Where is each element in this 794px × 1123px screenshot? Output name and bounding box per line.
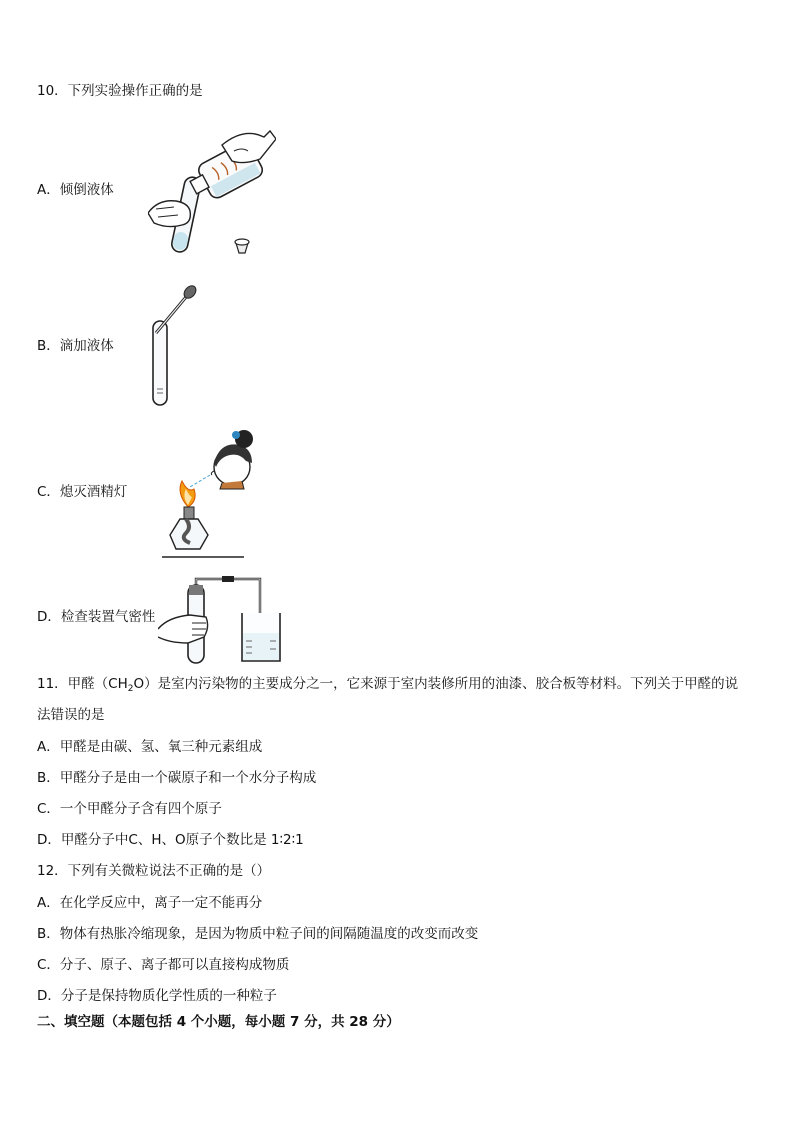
- dropper-illustration: [150, 285, 200, 410]
- question-11-stem-after: O）是室内污染物的主要成分之一，它来源于室内装修所用的油漆、胶合板等材料。下列关于甲醛的说: [133, 676, 739, 692]
- option-11b: B．甲醛分子是由一个碳原子和一个水分子构成: [37, 770, 317, 786]
- option-11c: C．一个甲醛分子含有四个原子: [37, 801, 222, 817]
- option-12b: B．物体有热胀冷缩现象，是因为物质中粒子间的间隔随温度的改变而改变: [37, 926, 479, 942]
- option-10a-label: A．倾倒液体: [37, 182, 114, 198]
- question-11-stem-subscript: 2: [127, 684, 134, 694]
- pouring-liquid-illustration: [148, 125, 276, 260]
- blowing-out-lamp-illustration: [160, 423, 260, 563]
- airtightness-check-illustration: [158, 571, 284, 666]
- option-12a: A．在化学反应中，离子一定不能再分: [37, 895, 263, 911]
- option-11a: A．甲醛是由碳、氢、氧三种元素组成: [37, 739, 263, 755]
- option-12c: C．分子、原子、离子都可以直接构成物质: [37, 957, 290, 973]
- option-12d: D．分子是保持物质化学性质的一种粒子: [37, 988, 277, 1004]
- question-10-stem: 10．下列实验操作正确的是: [37, 83, 203, 99]
- question-12-stem: 12．下列有关微粒说法不正确的是（）: [37, 863, 271, 879]
- question-11-stem-line2: 法错误的是: [37, 707, 105, 723]
- option-10c-label: C．熄灭酒精灯: [37, 484, 128, 500]
- section-2-heading: 二、填空题（本题包括 4 个小题，每小题 7 分，共 28 分）: [37, 1014, 400, 1030]
- option-10d-label: D．检查装置气密性: [37, 609, 156, 625]
- question-11-stem: [37, 675, 738, 693]
- option-11d: D．甲醛分子中C、H、O原子个数比是 1∶2∶1: [37, 832, 304, 848]
- question-11-stem-before: 11．甲醛（CH: [37, 676, 128, 692]
- option-10b-label: B．滴加液体: [37, 338, 114, 354]
